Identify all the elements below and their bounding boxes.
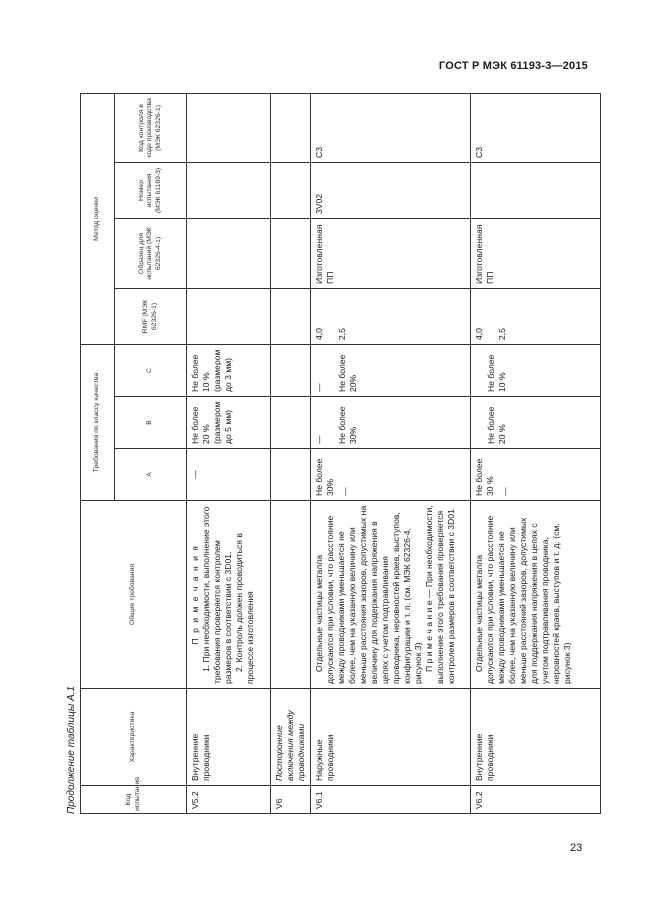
cell-test-no <box>271 162 311 218</box>
cell-general <box>271 501 311 689</box>
col-header-sample: Образец для испытаний (МЭК 62326-4-1) <box>115 218 187 288</box>
cell-class-c <box>311 344 471 396</box>
cell-test-no <box>471 162 601 218</box>
cell-class-a <box>471 449 601 501</box>
cell-sample: Изготовленная ПП <box>471 218 601 288</box>
document-header-title: ГОСТ Р МЭК 61193-3—2015 <box>438 60 588 72</box>
cell-test-no: 3V02 <box>311 162 471 218</box>
cell-characteristic: Посторонние включения между проводниками <box>271 689 311 786</box>
cell-general <box>187 501 271 689</box>
table-row <box>271 93 311 813</box>
note-text: 2. Контроль должен проводиться в процессе изготовления <box>234 533 255 684</box>
cell-class-c <box>471 344 601 396</box>
col-header-method: Метод оценки <box>81 93 115 344</box>
page-number: 23 <box>570 842 583 854</box>
rotated-table-container <box>66 94 576 814</box>
cell-class-c: Не более 10 % (размером до 3 мм) <box>187 344 271 396</box>
table-header-row <box>81 93 115 813</box>
cell-code: V5.2 <box>187 786 271 814</box>
cell-class-a <box>311 449 471 501</box>
value-secondary: Не более 20% <box>337 354 358 392</box>
cell-general <box>471 501 601 689</box>
cell-characteristic: Внутренние проводники <box>187 689 271 786</box>
value-primary: Не более 30% <box>314 458 335 496</box>
cell-sample: Изготовленная ПП <box>311 218 471 288</box>
cell-control-code <box>271 93 311 162</box>
col-header-requirements: Требования по классу качества <box>81 344 115 500</box>
cell-characteristic: Наружные проводники <box>311 689 471 786</box>
col-header-characteristic: Характеристика <box>81 689 187 786</box>
col-header-control-code: Код контроля в ходе производства (МЭК 62326-1) <box>115 93 187 162</box>
cell-rmf <box>471 288 601 344</box>
cell-control-code <box>187 93 271 162</box>
value-primary: Не более 20 % <box>486 406 507 444</box>
cell-code: V6.1 <box>311 786 471 814</box>
cell-characteristic: Внутренние проводники <box>471 689 601 786</box>
value-secondary: Не более 30% <box>337 406 358 444</box>
value-primary: 4,0 <box>474 328 484 340</box>
note-text: П р и м е ч а н и е — При необходимости, выполнение этого требования проверяется контролем размеров в соответствии с 3D01 <box>424 505 456 684</box>
cell-class-b <box>471 397 601 449</box>
cell-class-b <box>271 397 311 449</box>
note-title: П р и м е ч а н и я <box>190 544 200 645</box>
cell-class-b: Не более 20 % (размером до 5 мм) <box>187 397 271 449</box>
cell-rmf <box>311 288 471 344</box>
cell-rmf <box>271 288 311 344</box>
cell-class-a: — <box>187 449 271 501</box>
col-header-class-c: C <box>115 344 187 396</box>
col-header-code: Код испытания <box>81 786 187 814</box>
requirement-text: Отдельные частицы металла допускаются при условии, что расстояние между проводниками уменьшается не более, чем на указанную величину или меньше расстояния зазоров, допустимых на величину для подержания напряжения в цепях с учетом подтравливания проводника, неровностей краев, выступов, конфигурации и т. п. (см. МЭК 62326-4, рисунок 3) <box>314 505 423 684</box>
cell-general <box>311 501 471 689</box>
value-primary: — <box>314 435 324 444</box>
col-header-class-b: B <box>115 397 187 449</box>
value-primary: Не более 30 % <box>474 458 495 496</box>
value-secondary: — <box>340 487 350 496</box>
cell-sample <box>187 218 271 288</box>
note-text: 1. При необходимости, выполнение этого требования проверяется контролем размеров в соответствии с 3D01. <box>201 506 233 684</box>
value-secondary: 2,5 <box>497 328 507 340</box>
value-primary: — <box>314 383 324 392</box>
value-secondary: — <box>500 487 510 496</box>
cell-control-code: C3 <box>471 93 601 162</box>
cell-code: V6 <box>271 786 311 814</box>
table-row <box>187 93 271 813</box>
col-header-general: Общие требования <box>81 501 187 689</box>
cell-test-no <box>187 162 271 218</box>
col-header-test-no: Номер испытания (МЭК 61189-3) <box>115 162 187 218</box>
cell-class-c <box>271 344 311 396</box>
table-row <box>471 93 601 813</box>
value-secondary: 2,5 <box>337 328 347 340</box>
table-row <box>311 93 471 813</box>
cell-class-b <box>311 397 471 449</box>
cell-sample <box>271 218 311 288</box>
table-caption: Продолжение таблицы А.1 <box>66 686 77 814</box>
cell-class-a <box>271 449 311 501</box>
col-header-rmf: RMF (МЭК 62326-1) <box>115 288 187 344</box>
requirements-table <box>80 93 601 814</box>
cell-code: V6.2 <box>471 786 601 814</box>
value-primary: Не более 10 % <box>486 354 507 392</box>
value-primary: 4,0 <box>314 328 324 340</box>
col-header-class-a: A <box>115 449 187 501</box>
requirement-text: Отдельные частицы металла допускаются при условии, что расстояние между проводниками уменьшается не более, чем на указанную величину или меньше расстояний зазоров, допустимых для поддержания напряжения в цепях с учетом подтравливания проводника, неровностей краев, выступов и т. д. (см. рисунок 3) <box>474 515 572 684</box>
cell-rmf <box>187 288 271 344</box>
cell-control-code: C3 <box>311 93 471 162</box>
